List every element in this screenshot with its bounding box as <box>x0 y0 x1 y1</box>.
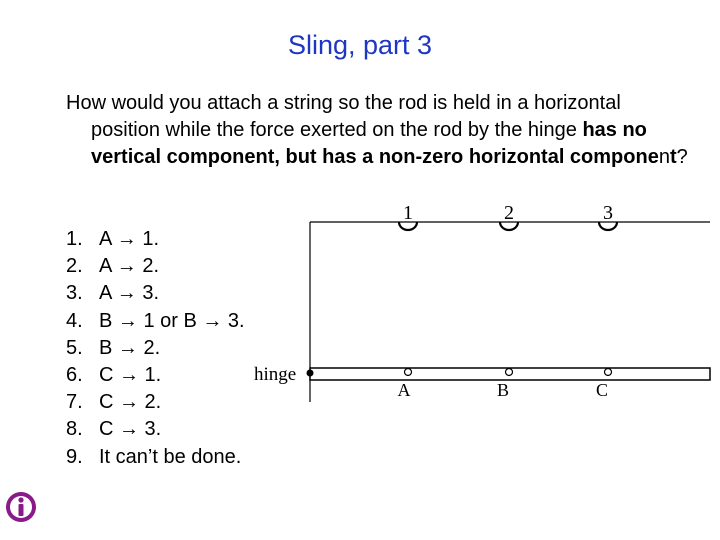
hinge-pivot <box>307 370 314 377</box>
option-number: 6. <box>66 364 83 387</box>
question-part-2: n <box>658 146 670 168</box>
info-i-icon <box>4 490 38 524</box>
answer-option[interactable] <box>66 416 245 443</box>
answer-option[interactable] <box>66 389 245 416</box>
option-label: It can’t be done. <box>99 445 242 468</box>
ceiling-label-3: 3 <box>603 202 613 224</box>
option-number: 3. <box>66 282 83 305</box>
option-label: A → 2. <box>99 255 160 278</box>
rod-label-a: A <box>397 380 411 400</box>
option-label: A → 3. <box>99 282 160 305</box>
answer-option[interactable] <box>66 280 245 307</box>
question-part-1: How would you attach a string so the rod is held in a horizontal position while the force exerted on the rod by the hinge <box>66 92 621 141</box>
answer-option[interactable] <box>66 335 245 362</box>
option-label: C → 3. <box>99 418 162 441</box>
question-bold-1: has no vertical component, but has a non-zero horizontal compone <box>91 119 659 168</box>
answer-option[interactable] <box>66 226 245 253</box>
question-part-3: ? <box>676 146 688 168</box>
option-number: 1. <box>66 228 83 250</box>
ceiling-label-1: 1 <box>403 202 413 224</box>
option-label: B → 2. <box>99 336 161 359</box>
rod-point-b-circle <box>506 369 513 376</box>
option-number: 2. <box>66 255 83 278</box>
question-text <box>66 90 691 171</box>
question-bold-2: t <box>669 146 677 168</box>
option-label: B → 1 or B → 3. <box>99 309 245 332</box>
rod-diagram <box>250 200 712 406</box>
option-number: 4. <box>66 309 83 332</box>
answer-option[interactable] <box>66 253 245 280</box>
option-number: 5. <box>66 336 83 359</box>
rod-point-c-circle <box>605 369 612 376</box>
rod-point-a-circle <box>405 369 412 376</box>
option-number: 7. <box>66 391 83 414</box>
option-label: A → 1. <box>99 228 160 250</box>
rod-label-b: B <box>496 380 510 400</box>
option-number: 9. <box>66 445 83 468</box>
hinge-label: hinge <box>254 364 297 385</box>
ceiling-label-2: 2 <box>504 202 514 224</box>
answer-option[interactable] <box>66 362 245 389</box>
option-number: 8. <box>66 418 83 441</box>
answer-option[interactable] <box>66 308 245 335</box>
option-label: C → 2. <box>99 391 162 414</box>
answer-option[interactable] <box>66 444 245 471</box>
rod-label-c: C <box>595 380 609 400</box>
page-title: Sling, part 3 <box>287 30 433 60</box>
answer-options <box>66 226 245 471</box>
option-label: C → 1. <box>99 364 162 387</box>
